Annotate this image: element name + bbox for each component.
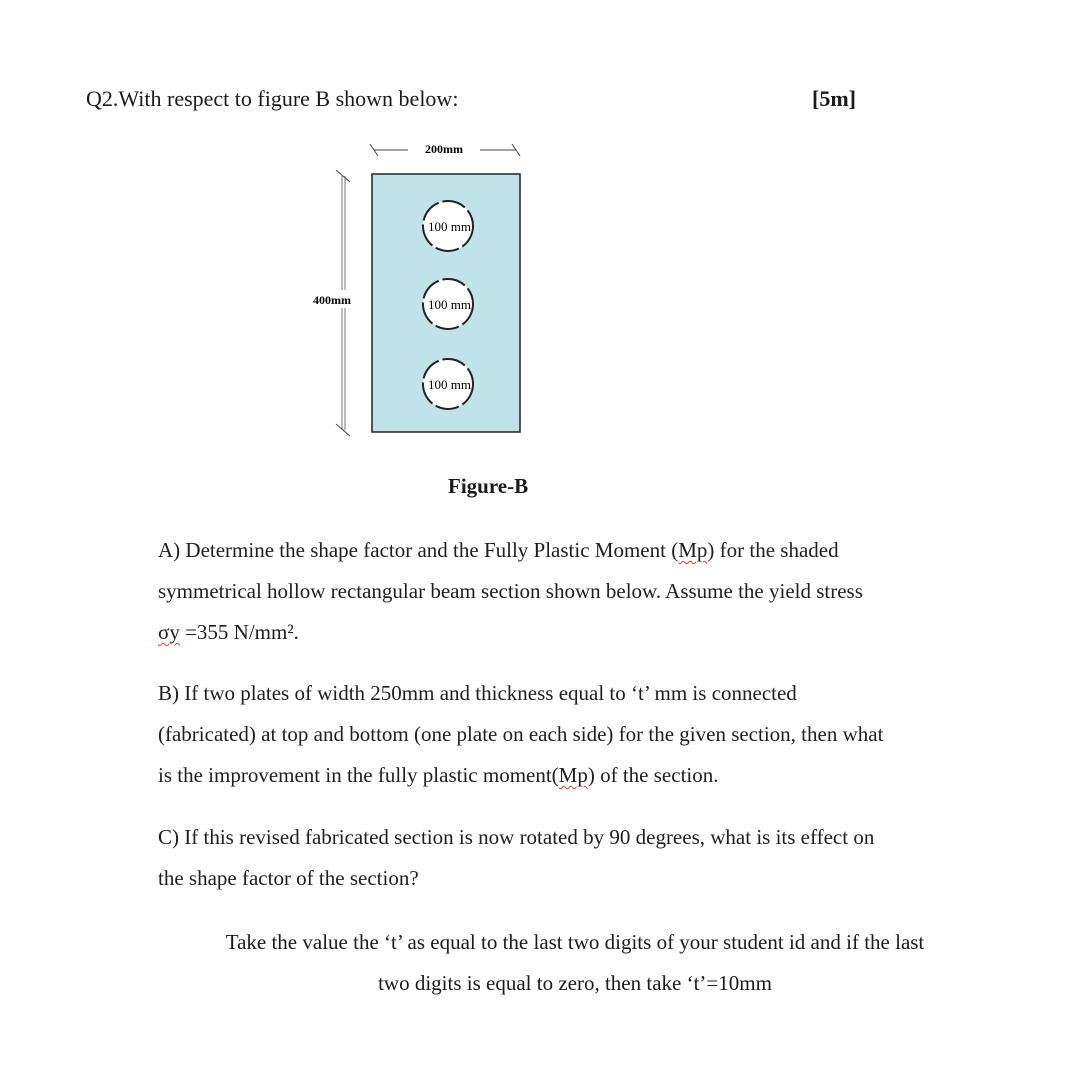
- question-title: Q2.With respect to figure B shown below:: [86, 86, 459, 111]
- mp-symbol: Mp: [678, 538, 708, 562]
- figure-caption: Figure-B: [448, 474, 529, 498]
- hole: [423, 359, 473, 409]
- mp-symbol: Mp: [558, 763, 588, 787]
- note-paragraph: Take the value the ‘t’ as equal to the last two digits of your student id and if the last two digits is equal to zero, then take ‘t’=10mm: [225, 930, 925, 995]
- hole-label: 100 mm: [428, 297, 471, 312]
- marks-label: [5m]: [812, 86, 856, 111]
- part-b-paragraph: B) If two plates of width 250mm and thickness equal to ‘t’ mm is connected (fabricated) at top and bottom (one plate on each side) for the given section, then what is the improvement in the fully plastic moment(Mp) of the section.: [158, 681, 884, 787]
- height-label: 400mm: [313, 293, 351, 307]
- sigma-y-symbol: σy: [158, 620, 180, 644]
- figure-b-diagram: [290, 130, 550, 450]
- hole: [423, 201, 473, 251]
- hole-label: 100 mm: [428, 219, 471, 234]
- part-a-paragraph: A) Determine the shape factor and the Fully Plastic Moment (Mp) for the shaded symmetrical hollow rectangular beam section shown below. Assume the yield stress σy =355 N/mm².: [158, 538, 863, 644]
- hole: [423, 279, 473, 329]
- width-dimension: [370, 138, 520, 156]
- hole-label: 100 mm: [428, 377, 471, 392]
- part-c-paragraph: C) If this revised fabricated section is now rotated by 90 degrees, what is its effect on the shape factor of the section?: [158, 825, 875, 890]
- height-dimension: [300, 170, 364, 436]
- width-label: 200mm: [425, 142, 463, 156]
